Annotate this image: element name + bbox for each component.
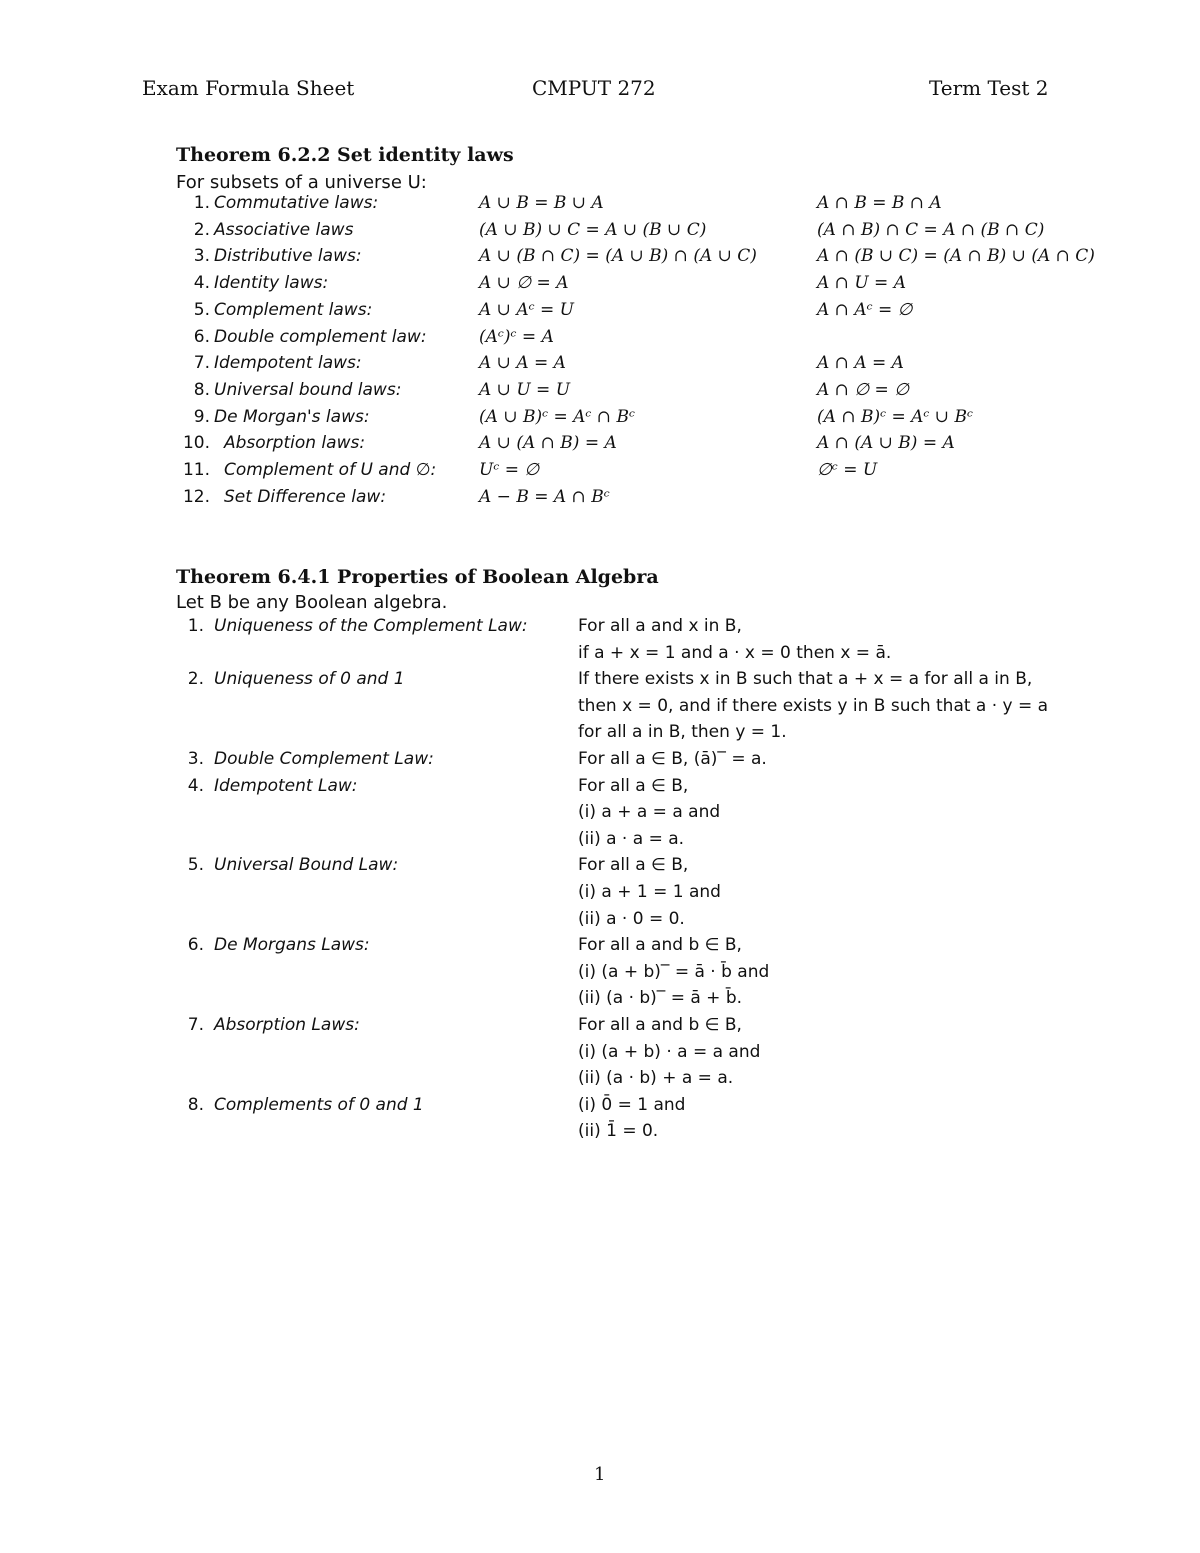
- property-statement-line: then x = 0, and if there exists y in B such that a · y = a: [578, 695, 1049, 716]
- law-number: 6.: [193, 326, 210, 347]
- property-statement-line: For all a and b ∈ B,: [578, 1015, 742, 1035]
- law-union-form: A ∪ B = B ∪ A: [479, 193, 604, 213]
- law-union-form: (A ∪ B) ∪ C = A ∪ (B ∪ C): [479, 219, 707, 240]
- header-left: Exam Formula Sheet: [142, 76, 355, 100]
- law-union-form: A ∪ (A ∩ B) = A: [479, 433, 617, 454]
- property-name: De Morgans Laws:: [214, 935, 370, 956]
- property-statement-line: (ii) (a · b)‾ = ā + b̄.: [578, 988, 743, 1009]
- property-statement-line: (i) (a + b)‾ = ā · b̄ and: [578, 961, 770, 982]
- law-intersection-form: A ∩ ∅ = ∅: [817, 379, 909, 400]
- property-statement-line: (i) a + a = a and: [578, 802, 721, 823]
- law-union-form: Uᶜ = ∅: [479, 460, 540, 480]
- law-union-form: A ∪ (B ∩ C) = (A ∪ B) ∩ (A ∪ C): [479, 246, 757, 267]
- law-intersection-form: ∅ᶜ = U: [817, 460, 878, 480]
- property-statement-line: For all a and x in B,: [578, 616, 742, 636]
- header-course: CMPUT 272: [532, 76, 656, 100]
- law-union-form: (A ∪ B)ᶜ = Aᶜ ∩ Bᶜ: [479, 406, 635, 427]
- law-name: Complement of U and ∅:: [224, 460, 437, 480]
- law-union-form: (Aᶜ)ᶜ = A: [479, 326, 554, 347]
- set-laws-title: Theorem 6.2.2 Set identity laws: [176, 144, 514, 166]
- set-laws-intro: For subsets of a universe U:: [176, 172, 427, 193]
- law-number: 10.: [182, 433, 210, 454]
- property-statement-line: (i) 0̄ = 1 and: [578, 1094, 686, 1115]
- property-statement-line: (ii) a · a = a.: [578, 828, 685, 849]
- property-number: 3.: [187, 749, 204, 769]
- law-name: Idempotent laws:: [214, 353, 362, 374]
- property-statement-line: (i) (a + b) · a = a and: [578, 1041, 761, 1062]
- property-statement-line: For all a and b ∈ B,: [578, 935, 742, 956]
- law-intersection-form: A ∩ U = A: [817, 273, 906, 294]
- law-name: Set Difference law:: [224, 486, 387, 507]
- law-intersection-form: A ∩ (B ∪ C) = (A ∩ B) ∪ (A ∩ C): [817, 246, 1095, 267]
- law-number: 12.: [182, 486, 210, 507]
- law-union-form: A ∪ U = U: [479, 379, 571, 400]
- law-union-form: A ∪ ∅ = A: [479, 273, 569, 294]
- page-number: 1: [594, 1464, 606, 1485]
- property-number: 2.: [187, 669, 204, 690]
- law-name: Identity laws:: [214, 273, 329, 294]
- law-number: 3.: [193, 246, 210, 267]
- law-intersection-form: A ∩ B = B ∩ A: [817, 193, 942, 213]
- header-right: Term Test 2: [929, 76, 1049, 100]
- law-name: Commutative laws:: [214, 193, 379, 213]
- property-statement-line: (ii) (a · b) + a = a.: [578, 1068, 734, 1089]
- law-union-form: A ∪ Aᶜ = U: [479, 299, 574, 320]
- property-name: Complements of 0 and 1: [214, 1094, 424, 1115]
- law-name: Universal bound laws:: [214, 379, 402, 400]
- property-statement-line: (ii) a · 0 = 0.: [578, 908, 685, 929]
- property-statement-line: For all a ∈ B, (ā)‾ = a.: [578, 749, 767, 769]
- property-name: Absorption Laws:: [214, 1015, 360, 1035]
- law-number: 9.: [193, 406, 210, 427]
- property-name: Idempotent Law:: [214, 775, 358, 796]
- law-name: Double complement law:: [214, 326, 427, 347]
- law-intersection-form: (A ∩ B) ∩ C = A ∩ (B ∩ C): [817, 219, 1045, 240]
- law-name: De Morgan's laws:: [214, 406, 370, 427]
- property-statement-line: If there exists x in B such that a + x = a for all a in B,: [578, 669, 1033, 690]
- property-number: 1.: [187, 616, 204, 636]
- property-number: 8.: [187, 1094, 204, 1115]
- property-number: 4.: [187, 775, 204, 796]
- property-name: Double Complement Law:: [214, 749, 434, 769]
- law-intersection-form: A ∩ Aᶜ = ∅: [817, 299, 913, 320]
- law-name: Absorption laws:: [224, 433, 366, 454]
- law-name: Associative laws: [214, 219, 354, 240]
- property-statement-line: For all a ∈ B,: [578, 775, 689, 796]
- property-statement-line: (ii) 1̄ = 0.: [578, 1121, 659, 1142]
- law-intersection-form: A ∩ A = A: [817, 353, 904, 374]
- property-name: Uniqueness of the Complement Law:: [214, 616, 528, 636]
- law-intersection-form: A ∩ (A ∪ B) = A: [817, 433, 955, 454]
- property-number: 6.: [187, 935, 204, 956]
- law-number: 7.: [193, 353, 210, 374]
- law-union-form: A − B = A ∩ Bᶜ: [479, 486, 610, 507]
- property-name: Uniqueness of 0 and 1: [214, 669, 405, 690]
- boolean-intro: Let B be any Boolean algebra.: [176, 592, 448, 613]
- law-number: 1.: [193, 193, 210, 213]
- law-intersection-form: (A ∩ B)ᶜ = Aᶜ ∪ Bᶜ: [817, 406, 973, 427]
- law-number: 4.: [193, 273, 210, 294]
- property-number: 7.: [187, 1015, 204, 1035]
- law-number: 2.: [193, 219, 210, 240]
- law-name: Distributive laws:: [214, 246, 362, 267]
- boolean-title: Theorem 6.4.1 Properties of Boolean Algebra: [176, 566, 659, 588]
- property-name: Universal Bound Law:: [214, 855, 399, 876]
- law-number: 8.: [193, 379, 210, 400]
- law-number: 11.: [182, 460, 210, 480]
- law-name: Complement laws:: [214, 299, 373, 320]
- property-number: 5.: [187, 855, 204, 876]
- property-statement-line: For all a ∈ B,: [578, 855, 689, 876]
- property-statement-line: for all a in B, then y = 1.: [578, 722, 787, 743]
- property-statement-line: (i) a + 1 = 1 and: [578, 882, 721, 902]
- law-union-form: A ∪ A = A: [479, 353, 566, 374]
- law-number: 5.: [193, 299, 210, 320]
- property-statement-line: if a + x = 1 and a · x = 0 then x = ā.: [578, 642, 892, 663]
